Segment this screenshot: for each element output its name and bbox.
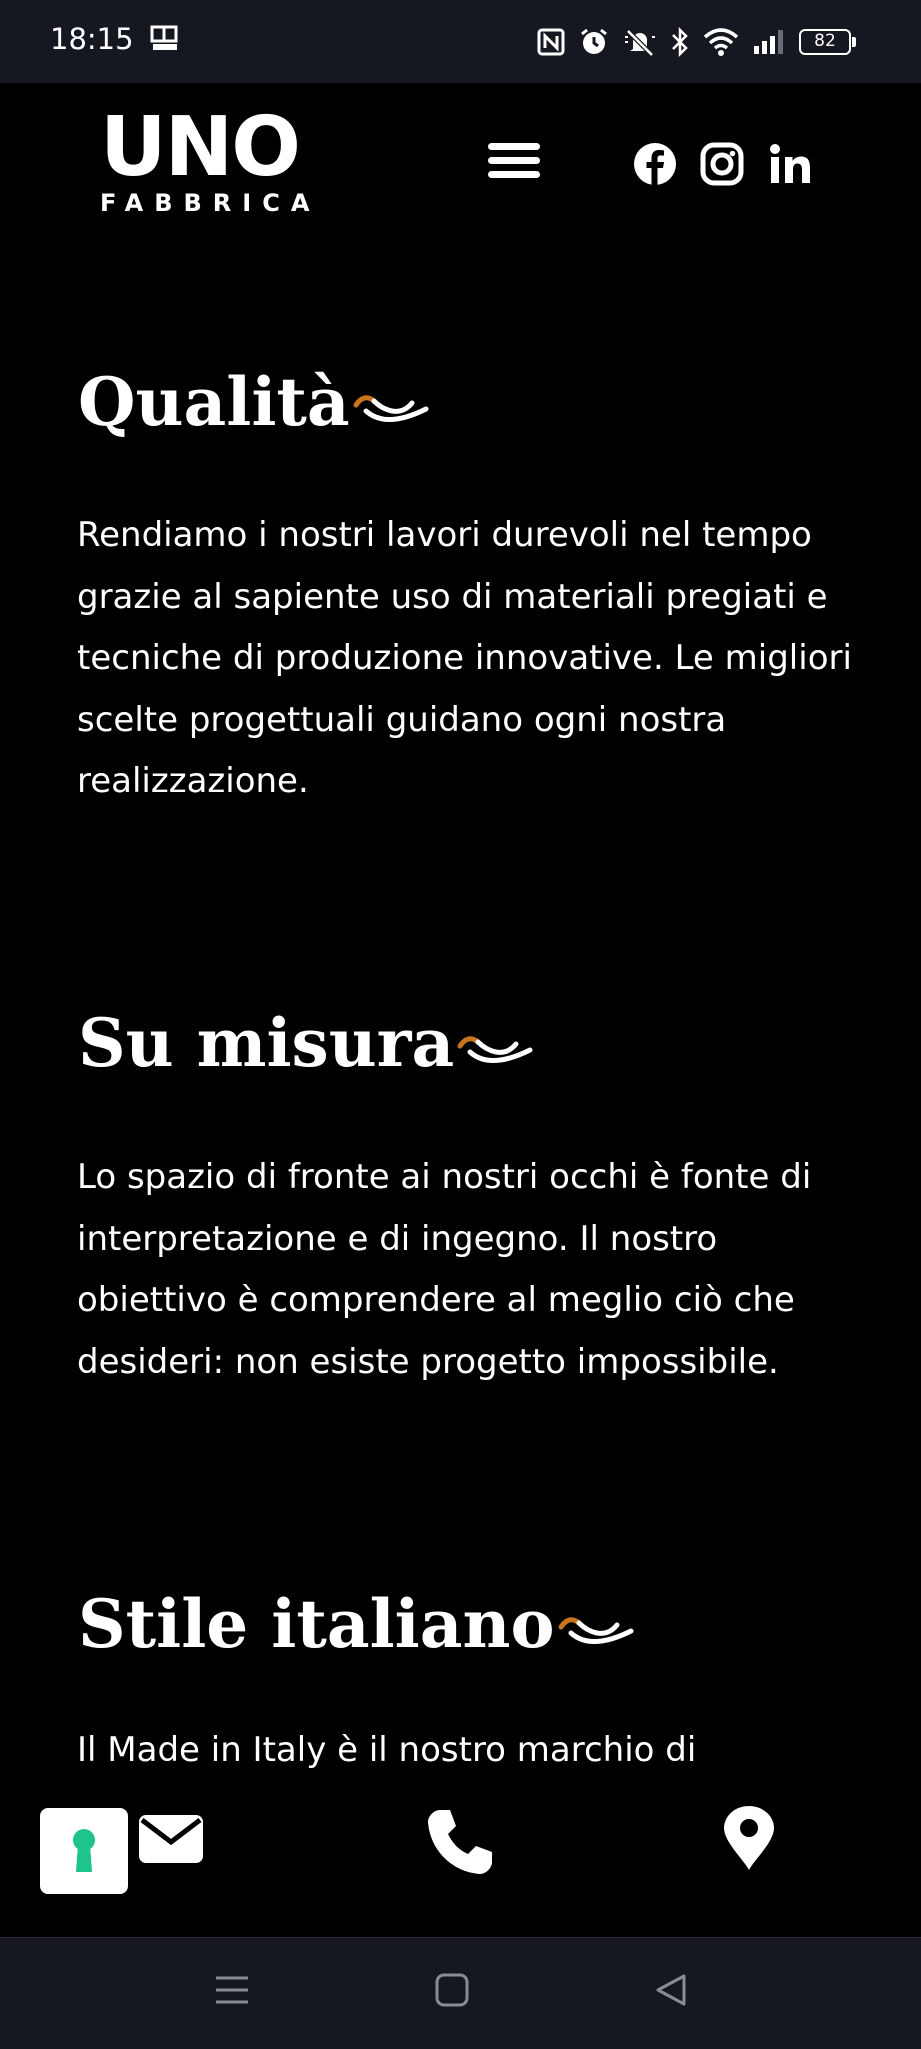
app-notification-icon	[150, 24, 180, 54]
recent-apps-icon[interactable]	[214, 1972, 250, 2008]
section-title-text: Stile italiano	[78, 1585, 555, 1663]
keyhole-icon	[40, 1808, 128, 1894]
location-pin-icon[interactable]	[722, 1806, 776, 1872]
keyhole-button[interactable]	[40, 1808, 128, 1894]
logo-main-text: UNO	[100, 100, 299, 195]
status-time: 18:15	[50, 22, 134, 56]
linkedin-icon[interactable]	[768, 141, 814, 187]
hamburger-menu-icon[interactable]	[488, 143, 540, 183]
system-navigation-bar	[0, 1937, 921, 2049]
mute-icon	[623, 27, 657, 57]
section-title-qualita	[78, 362, 432, 442]
wave-accent-icon	[557, 1613, 637, 1647]
section-text-stile-italiano: Il Made in Italy è il nostro marchio di	[77, 1730, 697, 1770]
site-header	[0, 83, 921, 233]
wave-accent-icon	[352, 391, 432, 425]
section-text-su-misura: Lo spazio di fronte ai nostri occhi è fonte di interpretazione e di ingegno. Il nostro obiettivo è comprendere al meglio ciò che desideri: non esiste progetto impossibile.	[77, 1157, 812, 1382]
signal-icon	[753, 28, 785, 56]
phone-icon[interactable]	[426, 1808, 494, 1876]
section-title-text: Qualità	[78, 363, 350, 441]
logo[interactable]	[100, 100, 321, 217]
bluetooth-icon	[671, 27, 689, 57]
logo-sub-text: FABBRICA	[100, 189, 321, 217]
section-title-stile-italiano	[78, 1584, 637, 1664]
section-title-su-misura	[78, 1003, 536, 1083]
alarm-icon	[579, 27, 609, 57]
wave-accent-icon	[456, 1032, 536, 1066]
nfc-icon	[537, 28, 565, 56]
section-text-qualita: Rendiamo i nostri lavori durevoli nel tempo grazie al sapiente uso di materiali pregiati e tecniche di produzione innovative. Le migliori scelte progettuali guidano ogni nostra realizzazione.	[77, 515, 852, 801]
back-icon[interactable]	[654, 1972, 690, 2008]
battery-icon: 82	[799, 29, 851, 55]
wifi-icon	[703, 27, 739, 57]
section-title-text: Su misura	[78, 1004, 455, 1082]
instagram-icon[interactable]	[699, 141, 745, 187]
status-bar	[0, 0, 921, 83]
home-icon[interactable]	[434, 1972, 470, 2008]
facebook-icon[interactable]	[632, 141, 678, 187]
mail-icon[interactable]	[138, 1814, 204, 1864]
contact-action-bar	[0, 1780, 921, 1940]
